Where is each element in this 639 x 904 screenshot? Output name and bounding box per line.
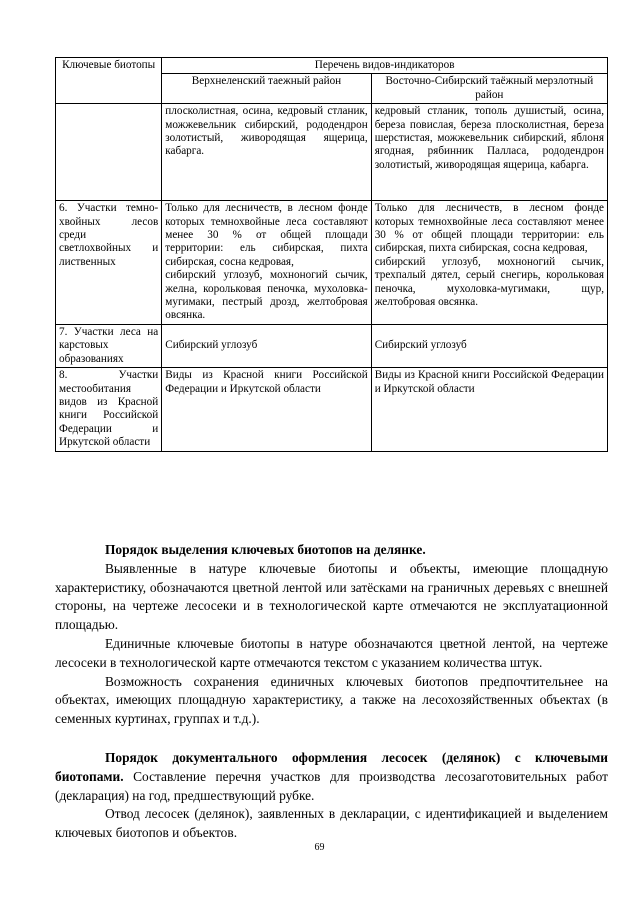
cell-text-fauna: сибирский углозуб, мохноногий сычик, трехпалый дятел, серый снегирь, корольковая пеночка, мухоловка-мугимаки, щур, желтобровая овсянка. xyxy=(374,255,604,309)
table-cell: Виды из Красной книги Российской Федерации и Иркутской области xyxy=(162,368,371,451)
table-row xyxy=(56,201,608,325)
header-key-biotopes: Ключевые биотопы xyxy=(56,58,162,104)
table-cell: кедровый стланик, тополь душистый, осина, береза повислая, береза плосколистная, береза шерстистая, можжевельник сибирский, яблоня ягодная, рябинник Палласа, рододендрон золотистый, живородящая ящерица, кабарга. xyxy=(371,104,607,201)
table-cell: 6. Участки темно-хвойных лесов среди светлохвойных и лиственных xyxy=(56,201,162,325)
header-east-siberian-district: Восточно-Сибирский таёжный мерзлотный район xyxy=(371,74,607,104)
header-indicator-species: Перечень видов-индикаторов xyxy=(162,58,608,74)
table-row xyxy=(56,368,608,451)
table-cell: Сибирский углозуб xyxy=(371,324,607,367)
header-upper-lena-district: Верхнеленский таежный район xyxy=(162,74,371,104)
table-row xyxy=(56,324,608,367)
section-heading: Порядок документального оформления лесосек (делянок) с ключевыми биотопами. xyxy=(55,750,608,784)
table-header-row xyxy=(56,58,608,74)
table-cell: Сибирский углозуб xyxy=(162,324,371,367)
table-cell xyxy=(56,104,162,201)
paragraph: Отвод лесосек (делянок), заявленных в декларации, с идентификацией и выделением ключевых биотопов и объектов. xyxy=(55,806,608,841)
section-heading: Порядок выделения ключевых биотопов на делянке. xyxy=(105,542,426,557)
section-documentation xyxy=(55,749,608,843)
table-cell: плосколистная, осина, кедровый стланик, можжевельник сибирский, рододендрон золотистый, живородящая ящерица, кабарга. xyxy=(162,104,371,201)
cell-text-fauna: сибирский углозуб, мохноногий сычик, желна, корольковая пеночка, мухоловка-мугимаки, пестрый дрозд, желтобровая овсянка. xyxy=(165,269,368,322)
table-row xyxy=(56,104,608,201)
table-cell xyxy=(371,201,607,325)
table-cell: 7. Участки леса на карстовых образованиях xyxy=(56,324,162,367)
paragraph: Единичные ключевые биотопы в натуре обозначаются цветной лентой, на чертеже лесосеки в технологической карте отмечаются текстом с указанием количества штук. xyxy=(55,635,608,670)
table-cell: 8. Участки местообитания видов из Красной книги Российской Федерации и Иркутской области xyxy=(56,368,162,451)
biotope-table xyxy=(55,57,608,452)
page-number: 69 xyxy=(314,842,325,853)
cell-text-trees: Только для лесничеств, в лесном фонде которых темнохвойные леса составляют менее 30 % от общей площади территории: ель сибирская, пихта сибирская, сосна кедровая, xyxy=(374,202,604,255)
table-cell: Виды из Красной книги Российской Федерации и Иркутской области xyxy=(371,368,607,451)
table-cell xyxy=(162,201,371,325)
section-biotope-allocation xyxy=(55,541,608,729)
paragraph: Выявленные в натуре ключевые биотопы и объекты, имеющие площадную характеристику, обозначаются цветной лентой или затёсками на граничных деревьях с внешней стороны, на чертеже лесосеки и в технологической карте отмечаются не эксплуатационной площадью. xyxy=(55,560,608,633)
cell-text-trees: Только для лесничеств, в лесном фонде которых темнохвойные леса составляют менее 30 % от общей площади территории: ель сибирская, пихта сибирская, сосна кедровая, xyxy=(165,202,368,268)
paragraph: Порядок документального оформления лесосек (делянок) с ключевыми биотопами. Составление перечня участков для производства лесозаготовительных работ (декларация) на год, предшествующий рубке. xyxy=(55,750,608,803)
paragraph: Возможность сохранения единичных ключевых биотопов предпочтительнее на объектах, имеющих площадную характеристику, а также на лесохозяйственных объектах (в семенных куртинах, группах и т.д.). xyxy=(55,673,608,727)
